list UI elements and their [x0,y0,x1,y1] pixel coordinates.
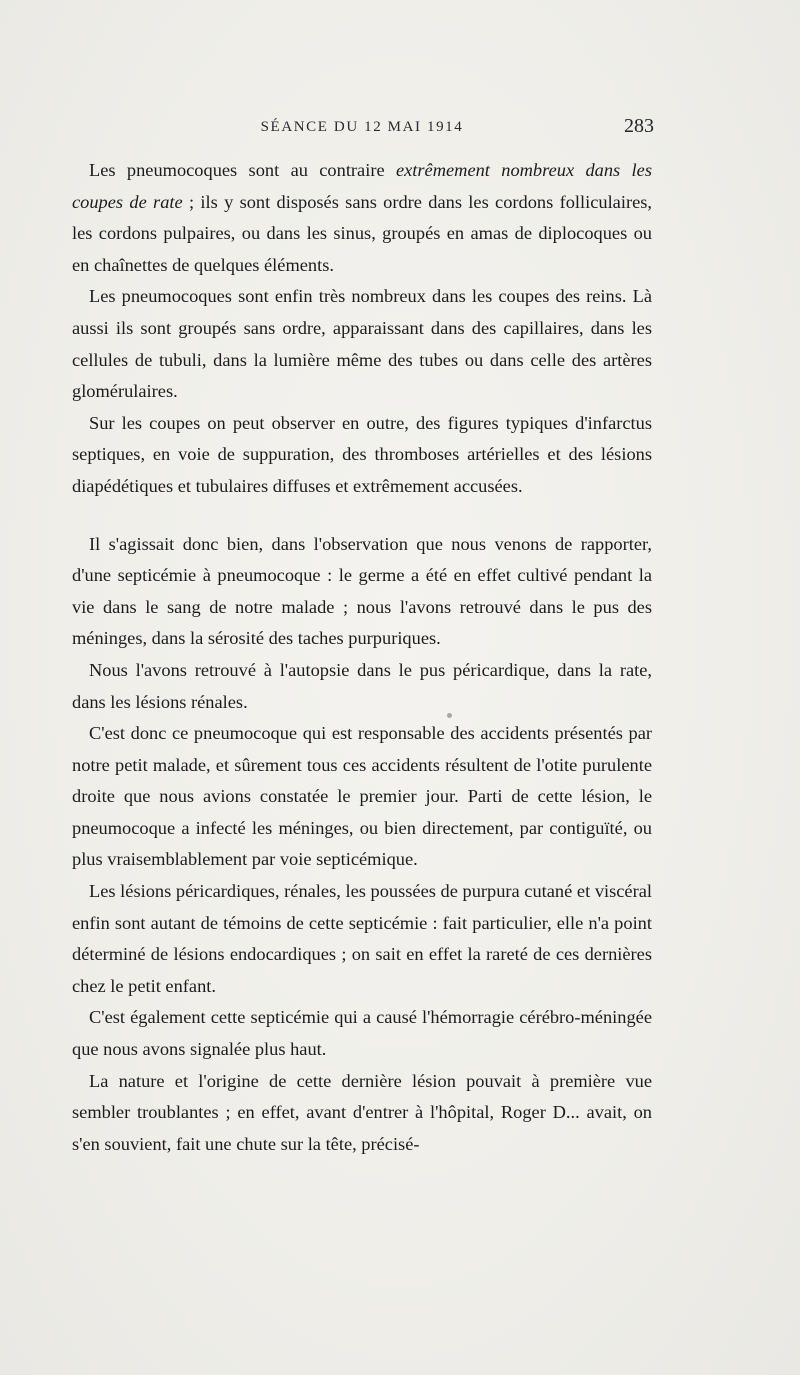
paragraph-1-rest: ; ils y sont disposés sans ordre dans les cordons folliculaires, les cordons pulpaires, ou dans les sinus, groupés en amas de diplocoques ou en chaînettes de quelques éléments. [72,191,652,275]
paragraph-1-emphasis: extrêmement nombreux dans les coupes de rate [72,160,652,212]
paragraph-3: Sur les coupes on peut observer en outre, des figures typiques d'infarctus septiques, en voie de suppuration, des thromboses artérielles et des lésions diapédétiques et tubulaires diffuses et extrêmement accusées. [72,412,652,496]
running-head: SÉANCE DU 12 MAI 1914 [260,119,464,135]
page-number: 283 [624,115,654,137]
page-header [72,115,654,143]
paragraph-4: Il s'agissait donc bien, dans l'observation que nous venons de rapporter, d'une septicémie à pneumocoque : le germe a été en effet cultivé pendant la vie dans le sang de notre malade ; nous l'avons retrouvé dans le pus des méninges, dans la sérosité des taches purpuriques. [72,533,652,649]
paragraph-8: C'est également cette septicémie qui a causé l'hémorragie cérébro-méningée que nous avons signalée plus haut. [72,1007,652,1060]
paragraph-1-lead: Les pneumocoques sont au contraire [89,160,396,180]
paragraph-7: Les lésions péricardiques, rénales, les poussées de purpura cutané et viscéral enfin sont autant de témoins de cette septicémie : fait particulier, elle n'a point déterminé de lésions endocardiques ; on sait en effet la rareté de ces dernières chez le petit enfant. [72,881,652,996]
ink-speck [447,713,452,718]
paragraph-5: Nous l'avons retrouvé à l'autopsie dans le pus péricardique, dans la rate, dans les lésions rénales. [72,659,652,712]
body-text [72,155,652,1160]
paragraph-9: La nature et l'origine de cette dernière lésion pouvait à première vue sembler troublantes ; en effet, avant d'entrer à l'hôpital, Roger D... avait, on s'en souvient, fait une chute sur la tête, précisé- [72,1070,652,1154]
paragraph-2: Les pneumocoques sont enfin très nombreux dans les coupes des reins. Là aussi ils sont groupés sans ordre, apparaissant dans des capillaires, dans les cellules de tubuli, dans la lumière même des tubes ou dans celle des artères glomérulaires. [72,286,652,402]
paragraph-6: C'est donc ce pneumocoque qui est responsable des accidents présentés par notre petit malade, et sûrement tous ces accidents résultent de l'otite purulente droite que nous avions constatée le premier jour. Parti de cette lésion, le pneumocoque a infecté les méninges, ou bien directement, par contiguïté, ou plus vraisemblablement par voie septicémique. [72,723,652,870]
paragraph-1 [72,155,652,281]
